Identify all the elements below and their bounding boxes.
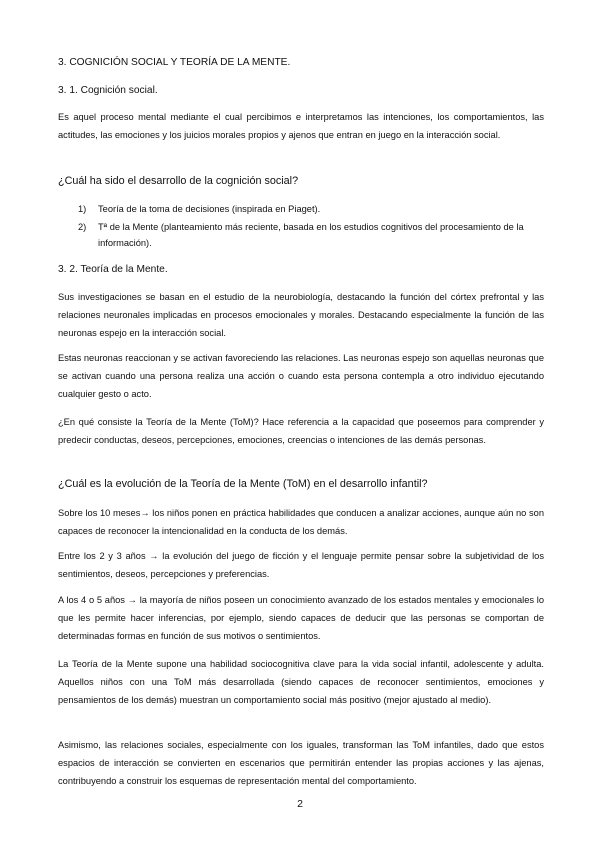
subsection-title-cognicion-social: 3. 1. Cognición social. xyxy=(58,85,158,96)
list-item xyxy=(78,219,544,251)
list-item-text: Teoría de la toma de decisiones (inspirada en Piaget). xyxy=(98,204,321,214)
paragraph-10-meses: Sobre los 10 meses→ los niños ponen en práctica habilidades que conducen a analizar acciones, aunque aún no son capaces de reconocer la intencionalidad en la conducta de los demás. xyxy=(58,508,544,536)
paragraph-habilidad-sociocognitiva: La Teoría de la Mente supone una habilidad sociocognitiva clave para la vida social infantil, adolescente y adulta. Aquellos niños con una ToM más desarrollada (siendo capaces de reconocer sentimientos, emociones y pensamientos de los demás) muestran un comportamiento social más positivo (mejor ajustado al medio). xyxy=(58,659,544,705)
list-item-number: 1) xyxy=(78,204,87,214)
paragraph-tom-definicion: ¿En qué consiste la Teoría de la Mente (ToM)? Hace referencia a la capacidad que poseemos para comprender y predecir conductas, deseos, percepciones, emociones, creencias o intenciones de las demás personas. xyxy=(58,417,544,445)
paragraph-neuronas-espejo: Estas neuronas reaccionan y se activan favoreciendo las relaciones. Las neuronas espejo son aquellas neuronas que se activan cuando una persona realiza una acción o cuando esta persona contempla a otro individuo ejecutando cualquier gesto o acto. xyxy=(58,353,544,399)
paragraph-2-3-anos: Entre los 2 y 3 años → la evolución del juego de ficción y el lenguaje permite pensar sobre la subjetividad de los sentimientos, deseos, percepciones y preferencias. xyxy=(58,551,544,579)
list-item-number: 2) xyxy=(78,222,87,232)
question-desarrollo: ¿Cuál ha sido el desarrollo de la cognición social? xyxy=(58,175,299,187)
paragraph-4-5-anos: A los 4 o 5 años → la mayoría de niños poseen un conocimiento avanzado de los estados mentales y emocionales lo que les permite hacer inferencias, por ejemplo, siendo capaces de deducir que las personas se comportan de determinadas formas en función de sus motivos o sentimientos. xyxy=(58,595,544,641)
development-list xyxy=(78,201,544,253)
paragraph-relaciones-sociales: Asimismo, las relaciones sociales, especialmente con los iguales, transforman las ToM infantiles, dado que estos espacios de interacción se convierten en escenarios que permitirán entender las propias acciones y las ajenas, contribuyendo a construir los esquemas de representación mental del comportamiento. xyxy=(58,740,544,786)
list-item xyxy=(78,201,544,217)
list-item-text: Tª de la Mente (planteamiento más reciente, basada en los estudios cognitivos del procesamiento de la información). xyxy=(98,222,524,248)
paragraph-investigaciones: Sus investigaciones se basan en el estudio de la neurobiología, destacando la función del córtex prefrontal y las relaciones neuronales implicadas en procesos emocionales y morales. Destacando especialmente la función de las neuronas espejo en la interacción social. xyxy=(58,292,544,338)
section-title: 3. COGNICIÓN SOCIAL Y TEORÍA DE LA MENTE. xyxy=(58,57,291,68)
page-number: 2 xyxy=(297,798,303,810)
subsection-title-teoria-mente: 3. 2. Teoría de la Mente. xyxy=(58,264,168,275)
paragraph-definicion: Es aquel proceso mental mediante el cual percibimos e interpretamos las intenciones, los comportamientos, las actitudes, las emociones y los juicios morales propios y ajenos que entran en juego en la interacción social. xyxy=(58,112,544,140)
question-evolucion: ¿Cuál es la evolución de la Teoría de la Mente (ToM) en el desarrollo infantil? xyxy=(58,478,428,490)
